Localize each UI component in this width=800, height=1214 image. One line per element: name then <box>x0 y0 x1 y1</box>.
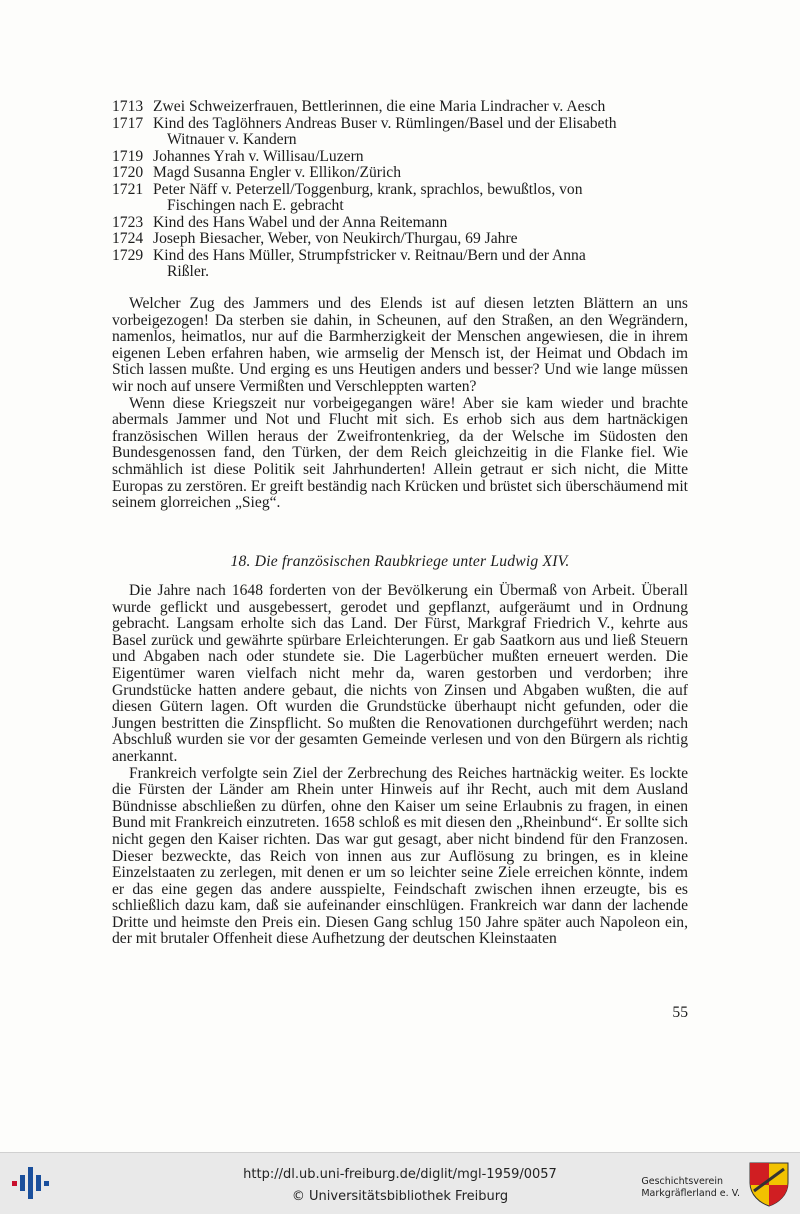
body-text-section-1 <box>112 296 688 512</box>
entry-year: 1713 <box>112 98 144 115</box>
entry-year: 1720 <box>112 164 144 181</box>
list-item <box>112 231 688 248</box>
list-item <box>112 215 688 232</box>
paragraph: Frankreich verfolgte sein Ziel der Zerbrechung des Reiches hartnäckig weiter. Es lockte die Fürsten der Länder am Rhein unter Hinweis auf ihr Recht, auch mit dem Ausland Bündnisse abschließen zu dürfen, ohne den Kaiser um seine Erlaubnis zu fragen, in einen Bund mit Frankreich einzutreten. 1658 schloß es mit diesen den „Rheinbund“. Er sollte sich nicht gegen den Kaiser richten. Das war gut gesagt, aber nicht bindend für den Franzosen. Dieser bezweckte, das Reich von innen aus zur Auflösung zu bringen, es in kleine Einzelstaaten zu zerlegen, mit denen er um so leichter seine Ziele erreichen könnte, indem er das eine gegen das andere ausspielte, Feindschaft zwischen ihnen erzeugte, bis es schließlich dazu kam, daß sie aufeinander einschlügen. Frankreich war dann der lachende Dritte und heimste den Preis ein. Diesen Gang schlug 150 Jahre später auch Napoleon ein, der mit brutaler Offenheit diese Aufhetzung der deutschen Kleinstaaten <box>112 764 688 948</box>
paragraph: Wenn diese Kriegszeit nur vorbeigegangen wäre! Aber sie kam wieder und brachte abermals Jammer und Not und Flucht mit sich. Es erhob sich aus dem hartnäckigen französischen Willen heraus der Zweifrontenkrieg, da der Welsche im Südosten den Bundesgenossen fand, den Türken, der dem Reich gleichzeitig in die Flanke fiel. Wie schmählich ist diese Politik seit Jahrhunderten! Allein getraut er sich nicht, die Mitte Europas zu zerstören. Er greift beständig nach Krücken und brüstet sich überschäumend mit seinem glorreichen „Sieg“. <box>112 394 688 512</box>
section-heading: 18. Die französischen Raubkriege unter Ludwig XIV. <box>230 553 570 570</box>
copyright-text: © Universitätsbibliothek Freiburg <box>291 1189 509 1204</box>
coat-of-arms-icon <box>748 1161 790 1211</box>
entry-text: Peter Näff v. Peterzell/Toggenburg, krank, sprachlos, bewußtlos, von Fischingen nach E. gebracht <box>153 180 583 214</box>
document-url-link[interactable]: http://dl.ub.uni-freiburg.de/diglit/mgl-1959/0057 <box>243 1167 557 1182</box>
entry-year: 1724 <box>112 230 144 247</box>
list-item <box>112 248 688 281</box>
entry-text: Magd Susanna Engler v. Ellikon/Zürich <box>153 164 402 181</box>
list-item <box>112 149 688 166</box>
entry-text: Johannes Yrah v. Willisau/Luzern <box>153 147 364 165</box>
list-item <box>112 165 688 182</box>
entry-text: Kind des Taglöhners Andreas Buser v. Rümlingen/Basel und der Elisabeth Witnauer v. Kandern <box>153 114 617 148</box>
paragraph: Die Jahre nach 1648 forderten von der Bevölkerung ein Übermaß von Arbeit. Überall wurde geflickt und ausgebessert, gerodet und gepflanzt, aufgeräumt und in Ordnung gebracht. Langsam erholte sich das Land. Der Fürst, Markgraf Friedrich V., kehrte aus Basel zurück und gewährte spürbare Erleichterungen. Er gab Saatkorn aus und ließ Steuern und Abgaben nach oder stundete sie. Die Lagerbücher mußten erneuert werden. Die Eigentümer waren vielfach nicht mehr da, waren gestorben und verdorben; ihre Grundstücke hatten andere gebaut, die nichts von Zinsen und Abgaben wußten, die auf diesen Gütern lagen. Oft wurden die Grundstücke überhaupt nicht gefunden, oder die Jungen bestritten die Zinspflicht. So mußten die Renovationen durchgeführt werden; nach Abschluß wurden sie vor der gesamten Gemeinde verlesen und von den Bürgern als richtig anerkannt. <box>112 582 688 765</box>
entry-text: Zwei Schweizerfrauen, Bettlerinnen, die eine Maria Lindracher v. Aesch <box>153 98 606 115</box>
burial-register-list <box>112 99 688 281</box>
list-item <box>112 99 688 116</box>
viewer-footer <box>0 1152 800 1214</box>
entry-text: Kind des Hans Wabel und der Anna Reitemann <box>153 213 448 231</box>
page-number: 55 <box>672 1004 688 1021</box>
body-text-section-2 <box>112 583 688 948</box>
entry-year: 1719 <box>112 147 144 165</box>
paragraph: Welcher Zug des Jammers und des Elends ist auf diesen letzten Blättern an uns vorbeigezogen! Da sterben sie dahin, in Scheunen, auf den Straßen, an den Wegrändern, namenlos, heimatlos, nur auf die Barmherzigkeit der Menschen angewiesen, die in ihrem eigenen Leben erfahren haben, wie armselig der Mensch ist, der Heimat und Obdach im Stich lassen mußte. Und erging es uns Heutigen anders und besser? Und wie lange müssen wir noch auf unsere Vermißten und Verschleppten warten? <box>112 295 688 395</box>
entry-text: Kind des Hans Müller, Strumpfstricker v. Reitnau/Bern und der Anna Rißler. <box>153 246 586 280</box>
entry-year: 1721 <box>112 180 144 198</box>
entry-year: 1717 <box>112 114 144 132</box>
list-item <box>112 182 688 215</box>
entry-text: Joseph Biesacher, Weber, von Neukirch/Thurgau, 69 Jahre <box>153 230 518 247</box>
entry-year: 1723 <box>112 213 144 231</box>
list-item <box>112 116 688 149</box>
entry-year: 1729 <box>112 246 144 264</box>
organization-name: Geschichtsverein Markgräflerland e. V. <box>641 1176 740 1199</box>
